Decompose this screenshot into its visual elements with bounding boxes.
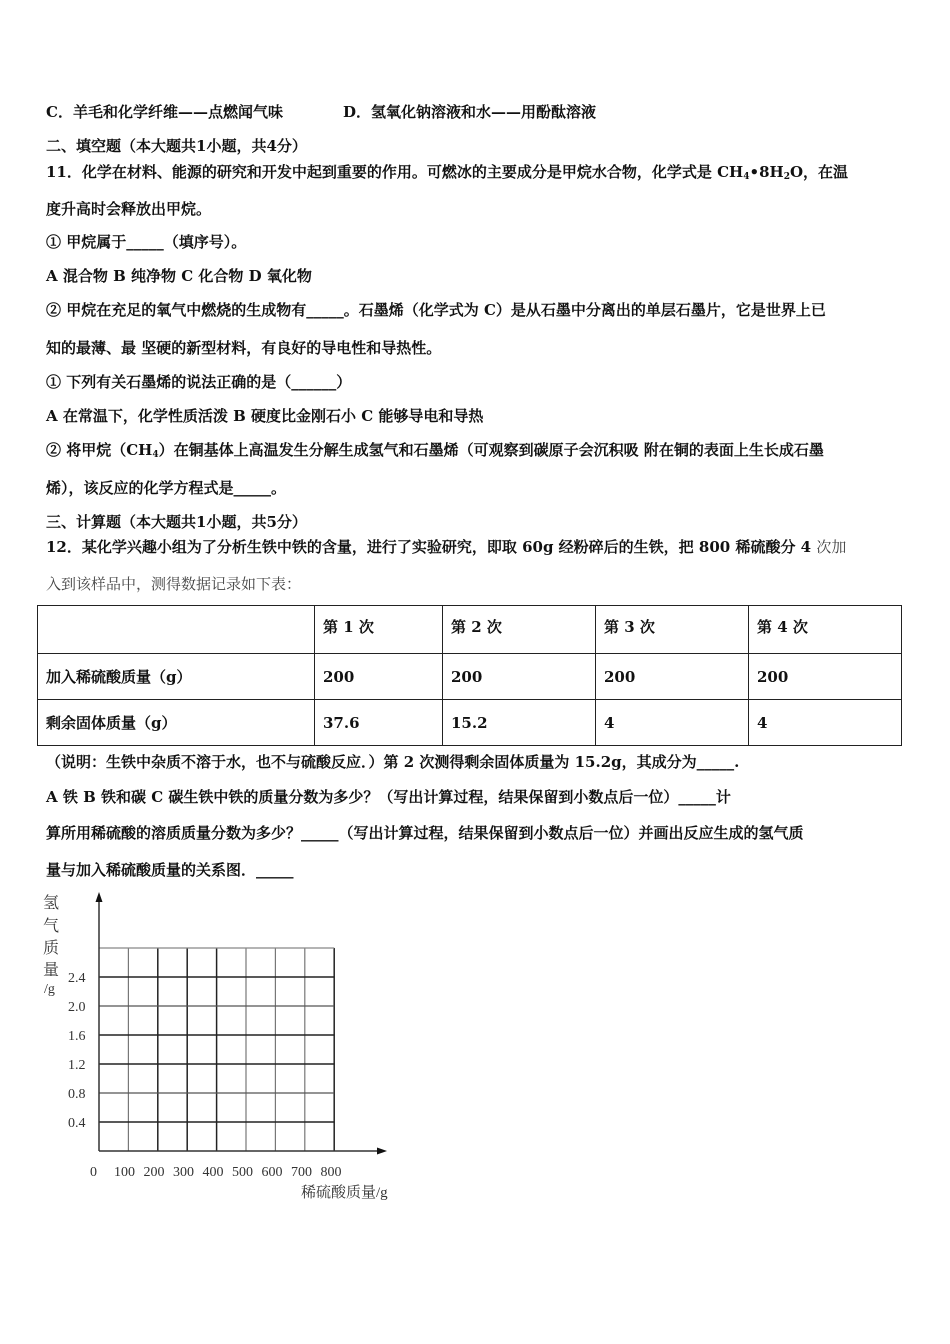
- q11-part1-options: A 混合物 B 纯净物 C 化合物 D 氧化物: [46, 267, 312, 285]
- x-axis-arrow-icon: [377, 1148, 387, 1155]
- svg-text:1.6: 1.6: [68, 1029, 86, 1044]
- grid-horizontal: [99, 948, 334, 1122]
- table-header-cell: [38, 606, 315, 654]
- table-cell: 15.2: [443, 700, 596, 746]
- q12-calc-line: 算所用稀硫酸的溶质质量分数为多少？_____（写出计算过程，结果保留到小数点后一位）并画出反应生成的氢气质: [46, 824, 804, 842]
- svg-text:2.0: 2.0: [68, 1000, 86, 1015]
- svg-text:300: 300: [173, 1165, 194, 1180]
- svg-text:400: 400: [202, 1165, 224, 1180]
- x-tick-labels: [90, 1165, 342, 1180]
- grid-vertical: [128, 948, 334, 1151]
- svg-text:/g: /g: [44, 982, 55, 997]
- option-c: C．羊毛和化学纤维——点燃闻气味: [46, 103, 283, 121]
- table-header-row: [38, 606, 902, 654]
- table-row: [38, 700, 902, 746]
- svg-text:1.2: 1.2: [68, 1058, 86, 1073]
- q11-part4-line1: ② 将甲烷$(CH_4)$在铜基体上高温发生分解生成氢气和石墨烯（可观察到碳原子会沉积吸 附在铜的表面上生长成石墨: [46, 441, 824, 460]
- q11-text-line2: 度升高时会释放出甲烷。: [46, 200, 212, 218]
- svg-text:氢: 氢: [43, 895, 60, 912]
- svg-text:600: 600: [261, 1165, 283, 1180]
- table-cell: 4: [749, 700, 902, 746]
- svg-text:700: 700: [291, 1165, 312, 1180]
- svg-text:2.4: 2.4: [68, 971, 86, 986]
- q11-part4-line2: 烯），该反应的化学方程式是_____。: [46, 479, 287, 497]
- q11-part3-options: A 在常温下，化学性质活泼 B 硬度比金刚石小 C 能够导电和导热: [46, 407, 484, 425]
- svg-text:100: 100: [114, 1165, 135, 1180]
- q11-part2-line1: ② 甲烷在充足的氧气中燃烧的生成物有_____。石墨烯（化学式为 C）是从石墨中分离出的单层石墨片，它是世界上已: [46, 301, 826, 319]
- q11-part1-question: ① 甲烷属于_____（填序号）。: [46, 233, 247, 251]
- y-axis-arrow-icon: [96, 892, 103, 902]
- q11-part3-question: ① 下列有关石墨烯的说法正确的是（______）: [46, 373, 352, 391]
- svg-text:0: 0: [90, 1165, 97, 1180]
- q12-text-line2: 入到该样品中，测得数据记录如下表：: [46, 575, 302, 593]
- section-2-heading: 二、填空题（本大题共1小题，共4分）: [46, 137, 307, 155]
- svg-text:0.8: 0.8: [68, 1087, 86, 1102]
- table-header-cell: 第 2 次: [443, 606, 596, 654]
- y-axis-label: [43, 894, 59, 997]
- table-cell: 200: [315, 654, 443, 700]
- row-label: 剩余固体质量（g）: [38, 700, 315, 746]
- q12-last-line: 量与加入稀硫酸质量的关系图．_____: [46, 861, 294, 879]
- table-row: [38, 654, 902, 700]
- svg-text:200: 200: [143, 1165, 165, 1180]
- table-header-cell: 第 1 次: [315, 606, 443, 654]
- section-3-heading: 三、计算题（本大题共1小题，共5分）: [46, 513, 307, 531]
- q11-text-line1: 11．化学在材料、能源的研究和开发中起到重要的作用。可燃冰的主要成分是甲烷水合物，化学式是 $CH_4•8H_2O$，在温: [46, 163, 849, 182]
- table-cell: 200: [596, 654, 749, 700]
- svg-text:0.4: 0.4: [68, 1116, 86, 1131]
- svg-text:500: 500: [232, 1165, 253, 1180]
- svg-text:800: 800: [320, 1165, 342, 1180]
- q12-text-line1: 12．某化学兴趣小组为了分析生铁中铁的含量，进行了实验研究，即取 60g 经粉碎后的生铁，把 800 稀硫酸分 4 次加: [46, 538, 847, 556]
- table-header-cell: 第 4 次: [749, 606, 902, 654]
- table-header-cell: 第 3 次: [596, 606, 749, 654]
- table-cell: 200: [443, 654, 596, 700]
- x-axis-label: 稀硫酸质量/g: [301, 1185, 388, 1201]
- svg-text:气: 气: [43, 918, 60, 935]
- table-cell: 4: [596, 700, 749, 746]
- svg-text:质: 质: [43, 940, 60, 957]
- row-label: 加入稀硫酸质量（g）: [38, 654, 315, 700]
- q12-note: （说明：生铁中杂质不溶于水，也不与硫酸反应．）第 2 次测得剩余固体质量为 15.2g，其成分为_____.: [46, 753, 740, 771]
- option-c-line: [46, 102, 596, 122]
- table-cell: 200: [749, 654, 902, 700]
- experiment-data-table: [37, 605, 902, 746]
- q11-part2-line2: 知的最薄、最 坚硬的新型材料，有良好的导电性和导热性。: [46, 339, 442, 357]
- table-cell: 37.6: [315, 700, 443, 746]
- y-tick-labels: [68, 971, 86, 1131]
- option-d: D．氢氧化钠溶液和水——用酚酞溶液: [342, 103, 596, 121]
- svg-text:量: 量: [43, 962, 60, 979]
- q12-options-line: A 铁 B 铁和碳 C 碳生铁中铁的质量分数为多少？（写出计算过程，结果保留到小数点后一位）_____计: [46, 788, 731, 806]
